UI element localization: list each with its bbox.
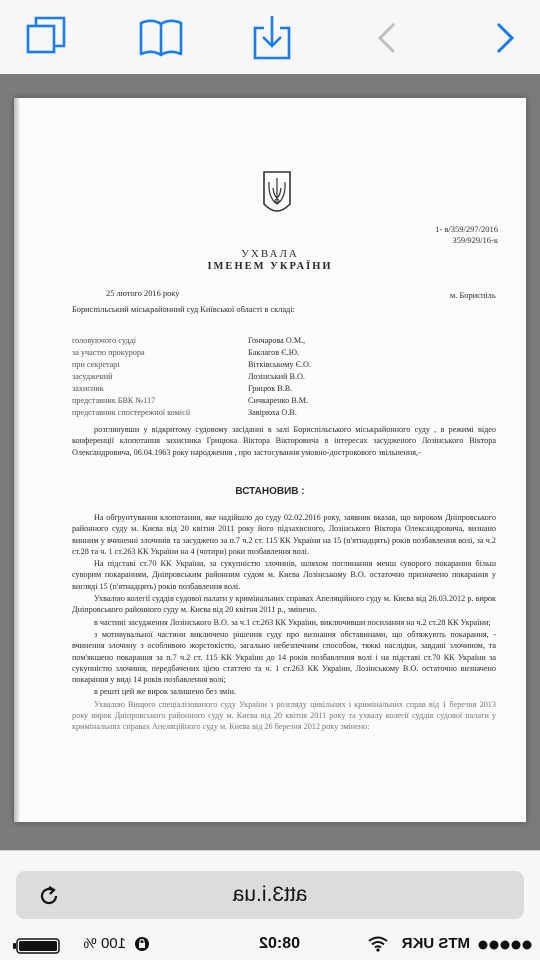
battery-percent: 100 % — [83, 935, 126, 952]
body-paragraph: Ухвалою колегії суддів судової палати у кримінальних справах Апеляційного суду м. Києва від 26.03.2012 р. вирок Дніпровського районного суду м. Києва від 20 квітня 2011 р., змінено. — [72, 594, 496, 615]
document-city: м. Бориспіль — [450, 291, 496, 300]
trident-emblem-icon — [262, 170, 292, 218]
url-text[interactable]: att3.i.ua — [232, 883, 308, 906]
browser-toolbar — [0, 0, 540, 75]
body-paragraph: в решті цей же вирок залишено без змін. — [94, 687, 236, 697]
copy-icon[interactable] — [24, 14, 70, 60]
composition-row: при секретарі Вітківському Є.О. — [72, 360, 311, 369]
document-body — [72, 512, 496, 734]
document-subtitle: ІМЕНЕМ УКРАЇНИ — [207, 261, 333, 272]
body-paragraph: в частині засудження Лозінського В.О. за ч.1 ст.263 КК України, виключивши посилання на ч.2 ст.28 КК України; — [94, 617, 491, 627]
back-chevron-icon[interactable] — [366, 14, 412, 60]
forward-chevron-icon[interactable] — [482, 14, 528, 60]
status-bar — [0, 930, 540, 960]
section-heading: ВСТАНОВИВ : — [235, 486, 305, 497]
battery-icon — [10, 938, 60, 954]
composition-row: захисник Грицюк В.В. — [72, 384, 293, 393]
rotation-lock-icon — [134, 936, 150, 952]
composition-row: представник БВК №117 Сичкаренко В.М. — [72, 396, 309, 405]
composition-row: головуючого судді Гончарова О.М., — [72, 336, 306, 345]
signal-dots-icon — [476, 939, 532, 951]
bookmarks-book-icon[interactable] — [138, 14, 184, 60]
composition-row: за участю прокурора Баклагов Є.Ю. — [72, 348, 300, 357]
court-intro: Бориспільський міськрайонний суд Київської області в складі: — [72, 305, 295, 314]
body-paragraph: На підставі ст.70 КК України, за сукупністю злочинів, шляхом поглинання менш суворого покарання більш суворим покаранням, Дніпровським районним судом м. Києва Лозінському В.О. остаточно призначено покарання у вигляді 15 (п'ятнадцять) років позбавлення волі. — [72, 559, 496, 591]
address-bar[interactable] — [16, 871, 524, 919]
body-paragraph: Ухвалою Вищого спеціалізованого суду України з розгляду цивільних і кримінальних справ від 1 березня 2013 року вирок Дніпровського районного суду м. Києва від 20 квітня 2011 року та ухвалу колегії суддів судової палати у кримінальних справах Апеляційного суду м. Києва від 26 березня 2012 року змінено: — [72, 699, 496, 732]
wifi-icon — [368, 936, 388, 952]
body-paragraph: з мотивувальної частини виключено рішення суду про визнання обставинами, що обтяжують покарання, - вчинення злочину з особливою жорстокістю, загально небезпечним способом, тяжкі наслідки, завдані злочином, та пом'якшено покарання за п.7 ч.2 ст. 115 КК України до 14 років позбавлення волі і на підставі ст.70 КК України за сукупністю злочинів, передбачених цією статтею та ч. 1 ст.263 КК України, Лозінському В.О. остаточно визначено покарання у виді 14 років позбавлення волі; — [72, 629, 496, 685]
intro-paragraph: розглянувши у відкритому судовому засіданні в залі Бориспільського міськрайонного суду , в режимі відео конференції клопотання захисника Грицюка Віктора Вікторовича в інтересах засудженого Лозінського Віктора Олександровича, 06.04.1963 року народження , про застосування умовно-дострокового звільнення,- — [72, 425, 496, 457]
scanned-document-page — [14, 98, 526, 822]
composition-row: засуджений Лозінський В.О. — [72, 372, 305, 381]
share-download-icon[interactable] — [249, 14, 295, 60]
carrier-name: MTS UKR — [401, 935, 470, 952]
document-date: 25 лютого 2016 року — [106, 289, 180, 298]
case-number: 1- в/359/297/2016 359/929/16-к — [435, 224, 498, 245]
address-bar-area — [0, 850, 540, 931]
body-paragraph: На обґрунтування клопотання, яке надійшло до суду 02.02.2016 року, заявник вказав, що вироком Дніпровського районного суду м. Києва від 20 квітня 2011 року його підзахисного, Лозінського Віктора Олександровича, визнано винним у вчиненні злочинів та засуджено за п.7 ч.2 ст. 115 КК України на 15 (п'ятнадцять) років позбавлення волі, за ч.2 ст.28 та ч. 1 ст.263 КК України на 4 (чотири) роки позбавлення волі. — [72, 513, 496, 556]
document-title: УХВАЛА — [241, 248, 299, 260]
reload-icon[interactable] — [38, 885, 60, 907]
composition-row: представник спостережної комісії Завірюха О.В. — [72, 408, 297, 417]
document-viewer[interactable] — [0, 74, 540, 850]
clock: 08:02 — [259, 935, 300, 952]
